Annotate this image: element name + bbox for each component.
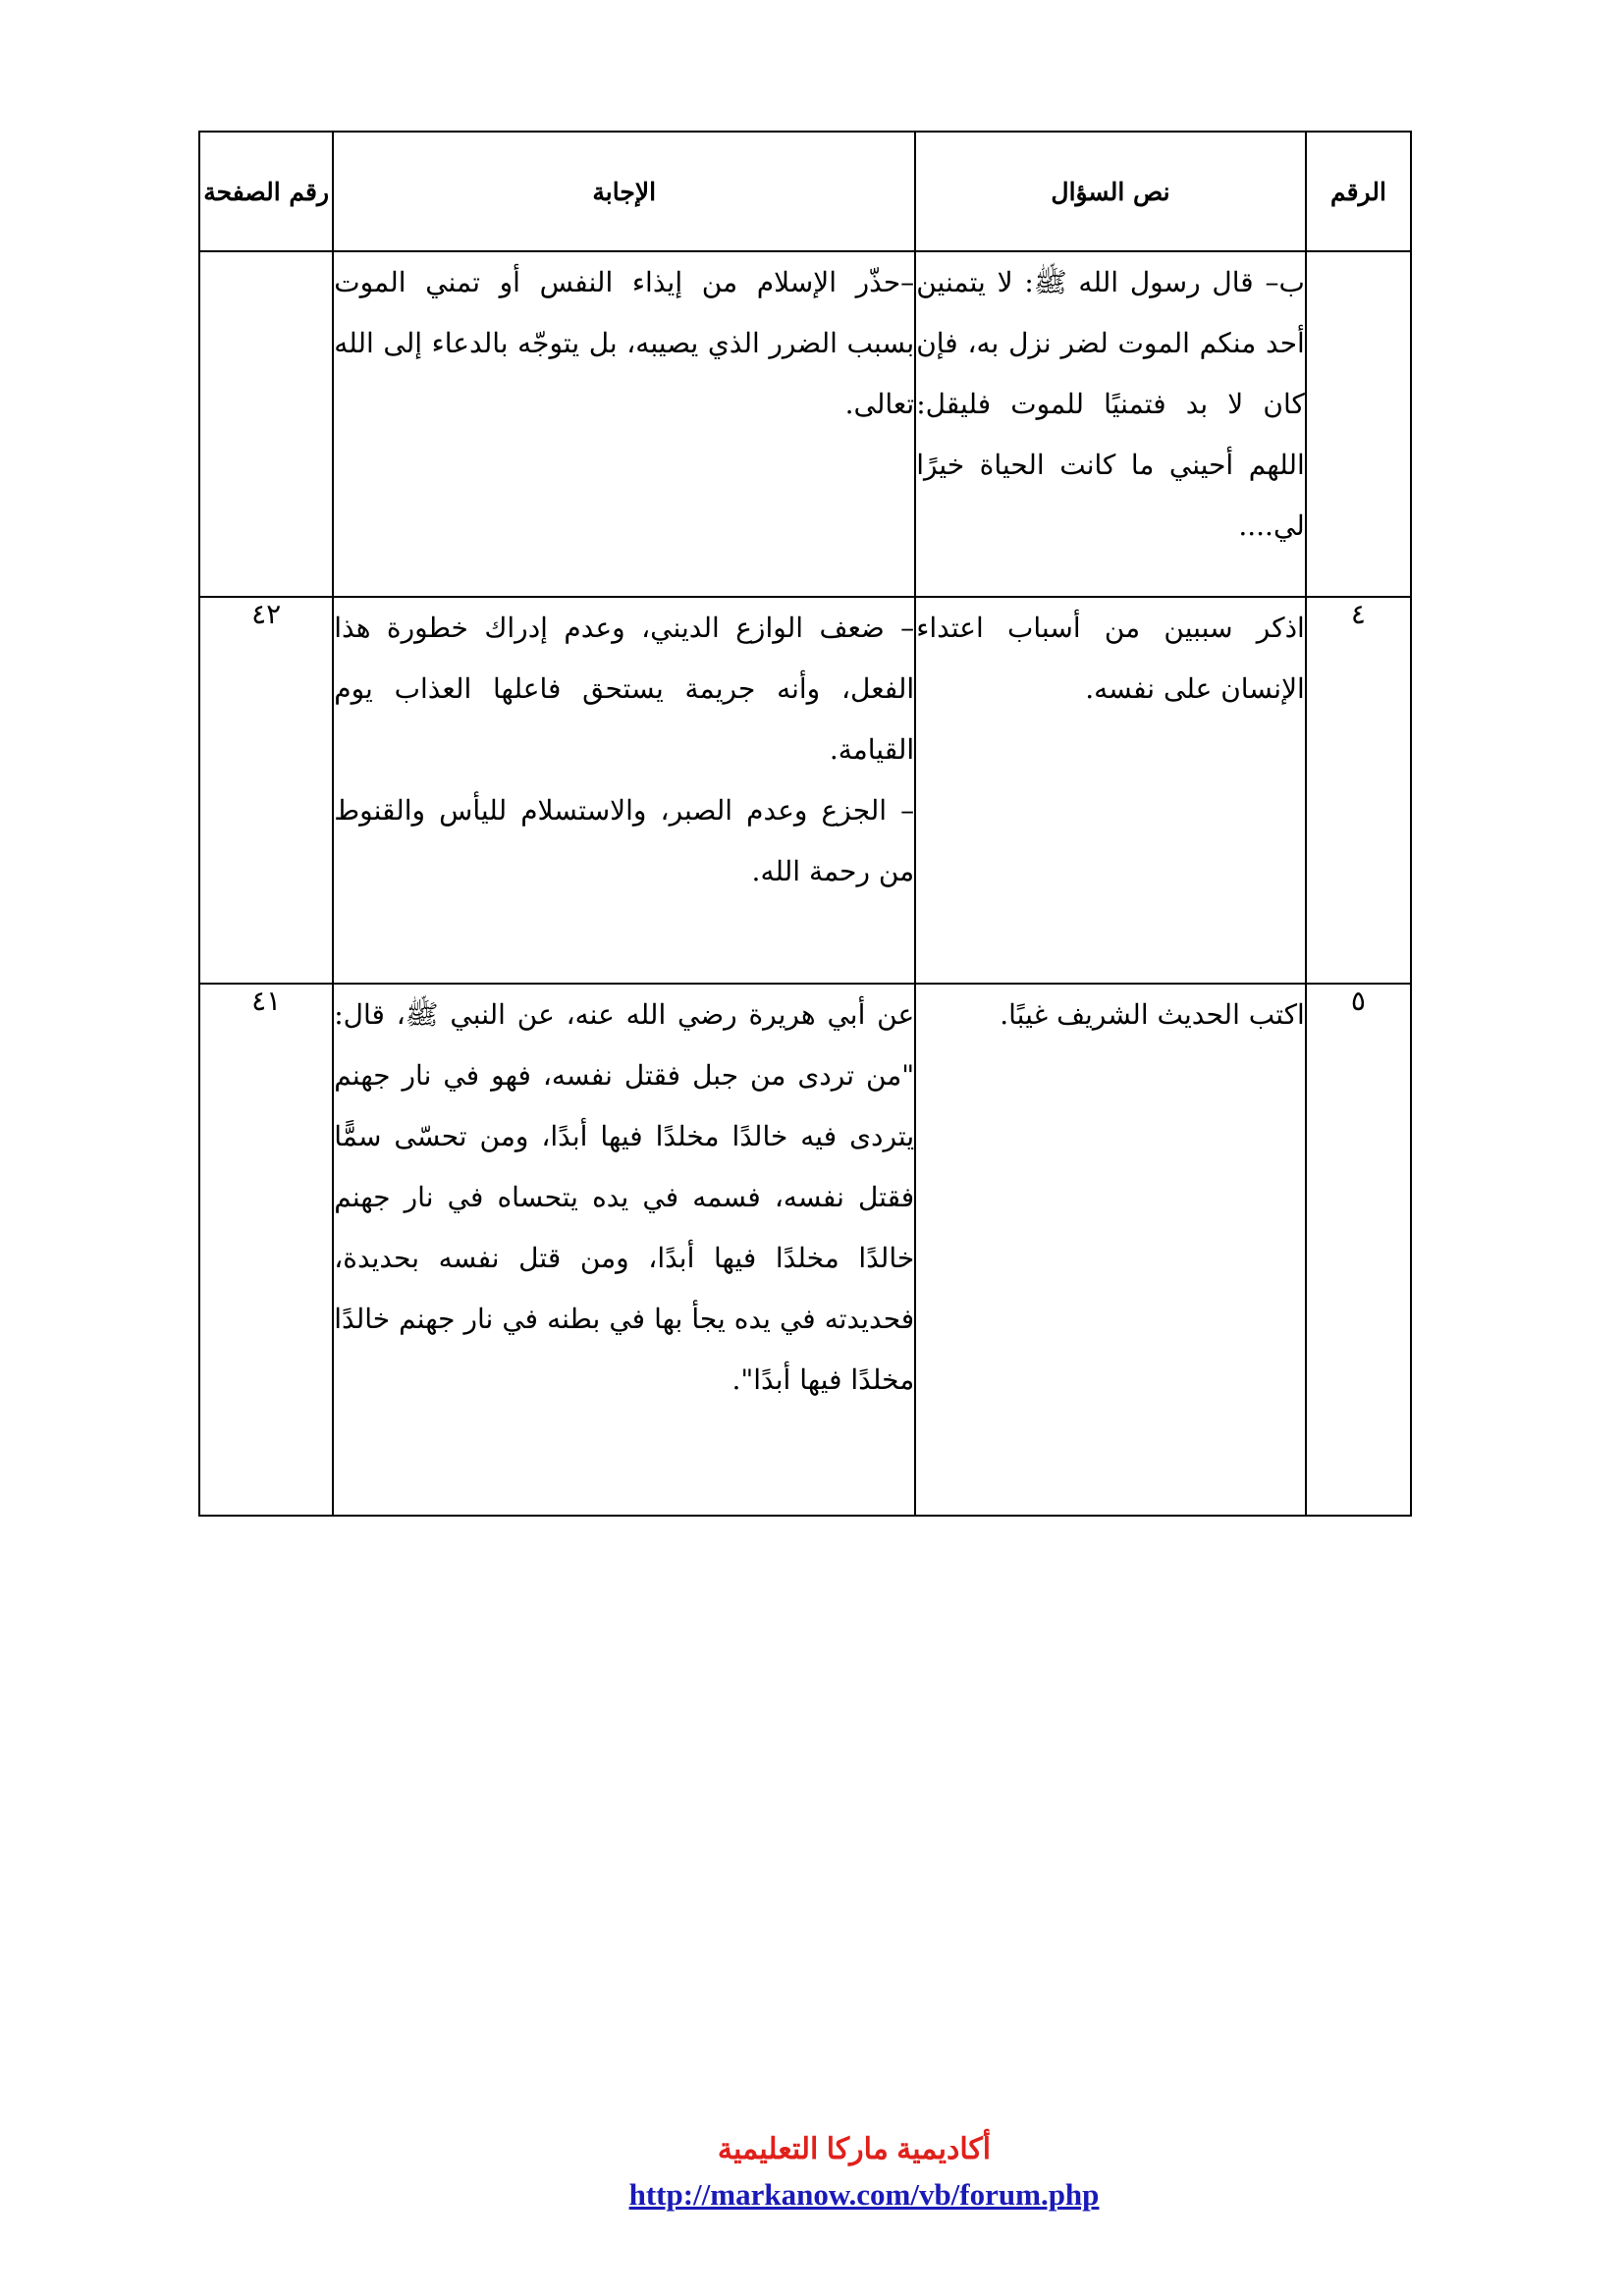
answer-line: – ضعف الوازع الديني، وعدم إدراك خطورة هذا الفعل، وأنه جريمة يستحق فاعلها العذاب يوم القيامة. (334, 612, 915, 766)
answer-text (333, 251, 915, 597)
header-number: الرقم (1306, 132, 1411, 251)
qa-table (198, 131, 1412, 1517)
answer-line: – الجزع وعدم الصبر، والاستسلام لليأس والقنوط من رحمة الله. (334, 794, 915, 887)
table-header-row (199, 132, 1411, 251)
header-answer: الإجابة (333, 132, 915, 251)
answer-text (333, 984, 915, 1516)
answer-line: عن أبي هريرة رضي الله عنه، عن النبي ﷺ، قال: "من تردى من جبل فقتل نفسه، فهو في نار جهنم يتردى فيه خالدًا مخلدًا فيها أبدًا، ومن تحسّى سمًّا فقتل نفسه، فسمه في يده يتحساه في نار جهنم خالدًا مخلدًا فيها أبدًا، ومن قتل نفسه بحديدة، فحديدته في يده يجأ بها في بطنه في نار جهنم خالدًا مخلدًا فيها أبدًا". (334, 998, 915, 1396)
answer-line: –حذّر الإسلام من إيذاء النفس أو تمني الموت بسبب الضرر الذي يصيبه، بل يتوجّه بالدعاء إلى الله تعالى. (334, 266, 915, 420)
header-question: نص السؤال (915, 132, 1306, 251)
question-text: ب– قال رسول الله ﷺ: لا يتمنين أحد منكم الموت لضر نزل به، فإن كان لا بد فتمنيًا للموت فليقل: اللهم أحيني ما كانت الحياة خيرًا لي.... (915, 251, 1306, 597)
table-row (199, 984, 1411, 1516)
row-number: ٥ (1306, 984, 1411, 1516)
footer-title: أكاديمية ماركا التعليمية (717, 2133, 992, 2165)
table-row (199, 251, 1411, 597)
row-number: ٤ (1306, 597, 1411, 984)
question-text: اذكر سببين من أسباب اعتداء الإنسان على نفسه. (915, 597, 1306, 984)
page-number: ٤٢ (199, 597, 333, 984)
answer-text (333, 597, 915, 984)
page-number (199, 251, 333, 597)
footer-link[interactable]: http://markanow.com/vb/forum.php (628, 2177, 1100, 2212)
header-page: رقم الصفحة (199, 132, 333, 251)
page-number: ٤١ (199, 984, 333, 1516)
question-text: اكتب الحديث الشريف غيبًا. (915, 984, 1306, 1516)
row-number (1306, 251, 1411, 597)
table-row (199, 597, 1411, 984)
